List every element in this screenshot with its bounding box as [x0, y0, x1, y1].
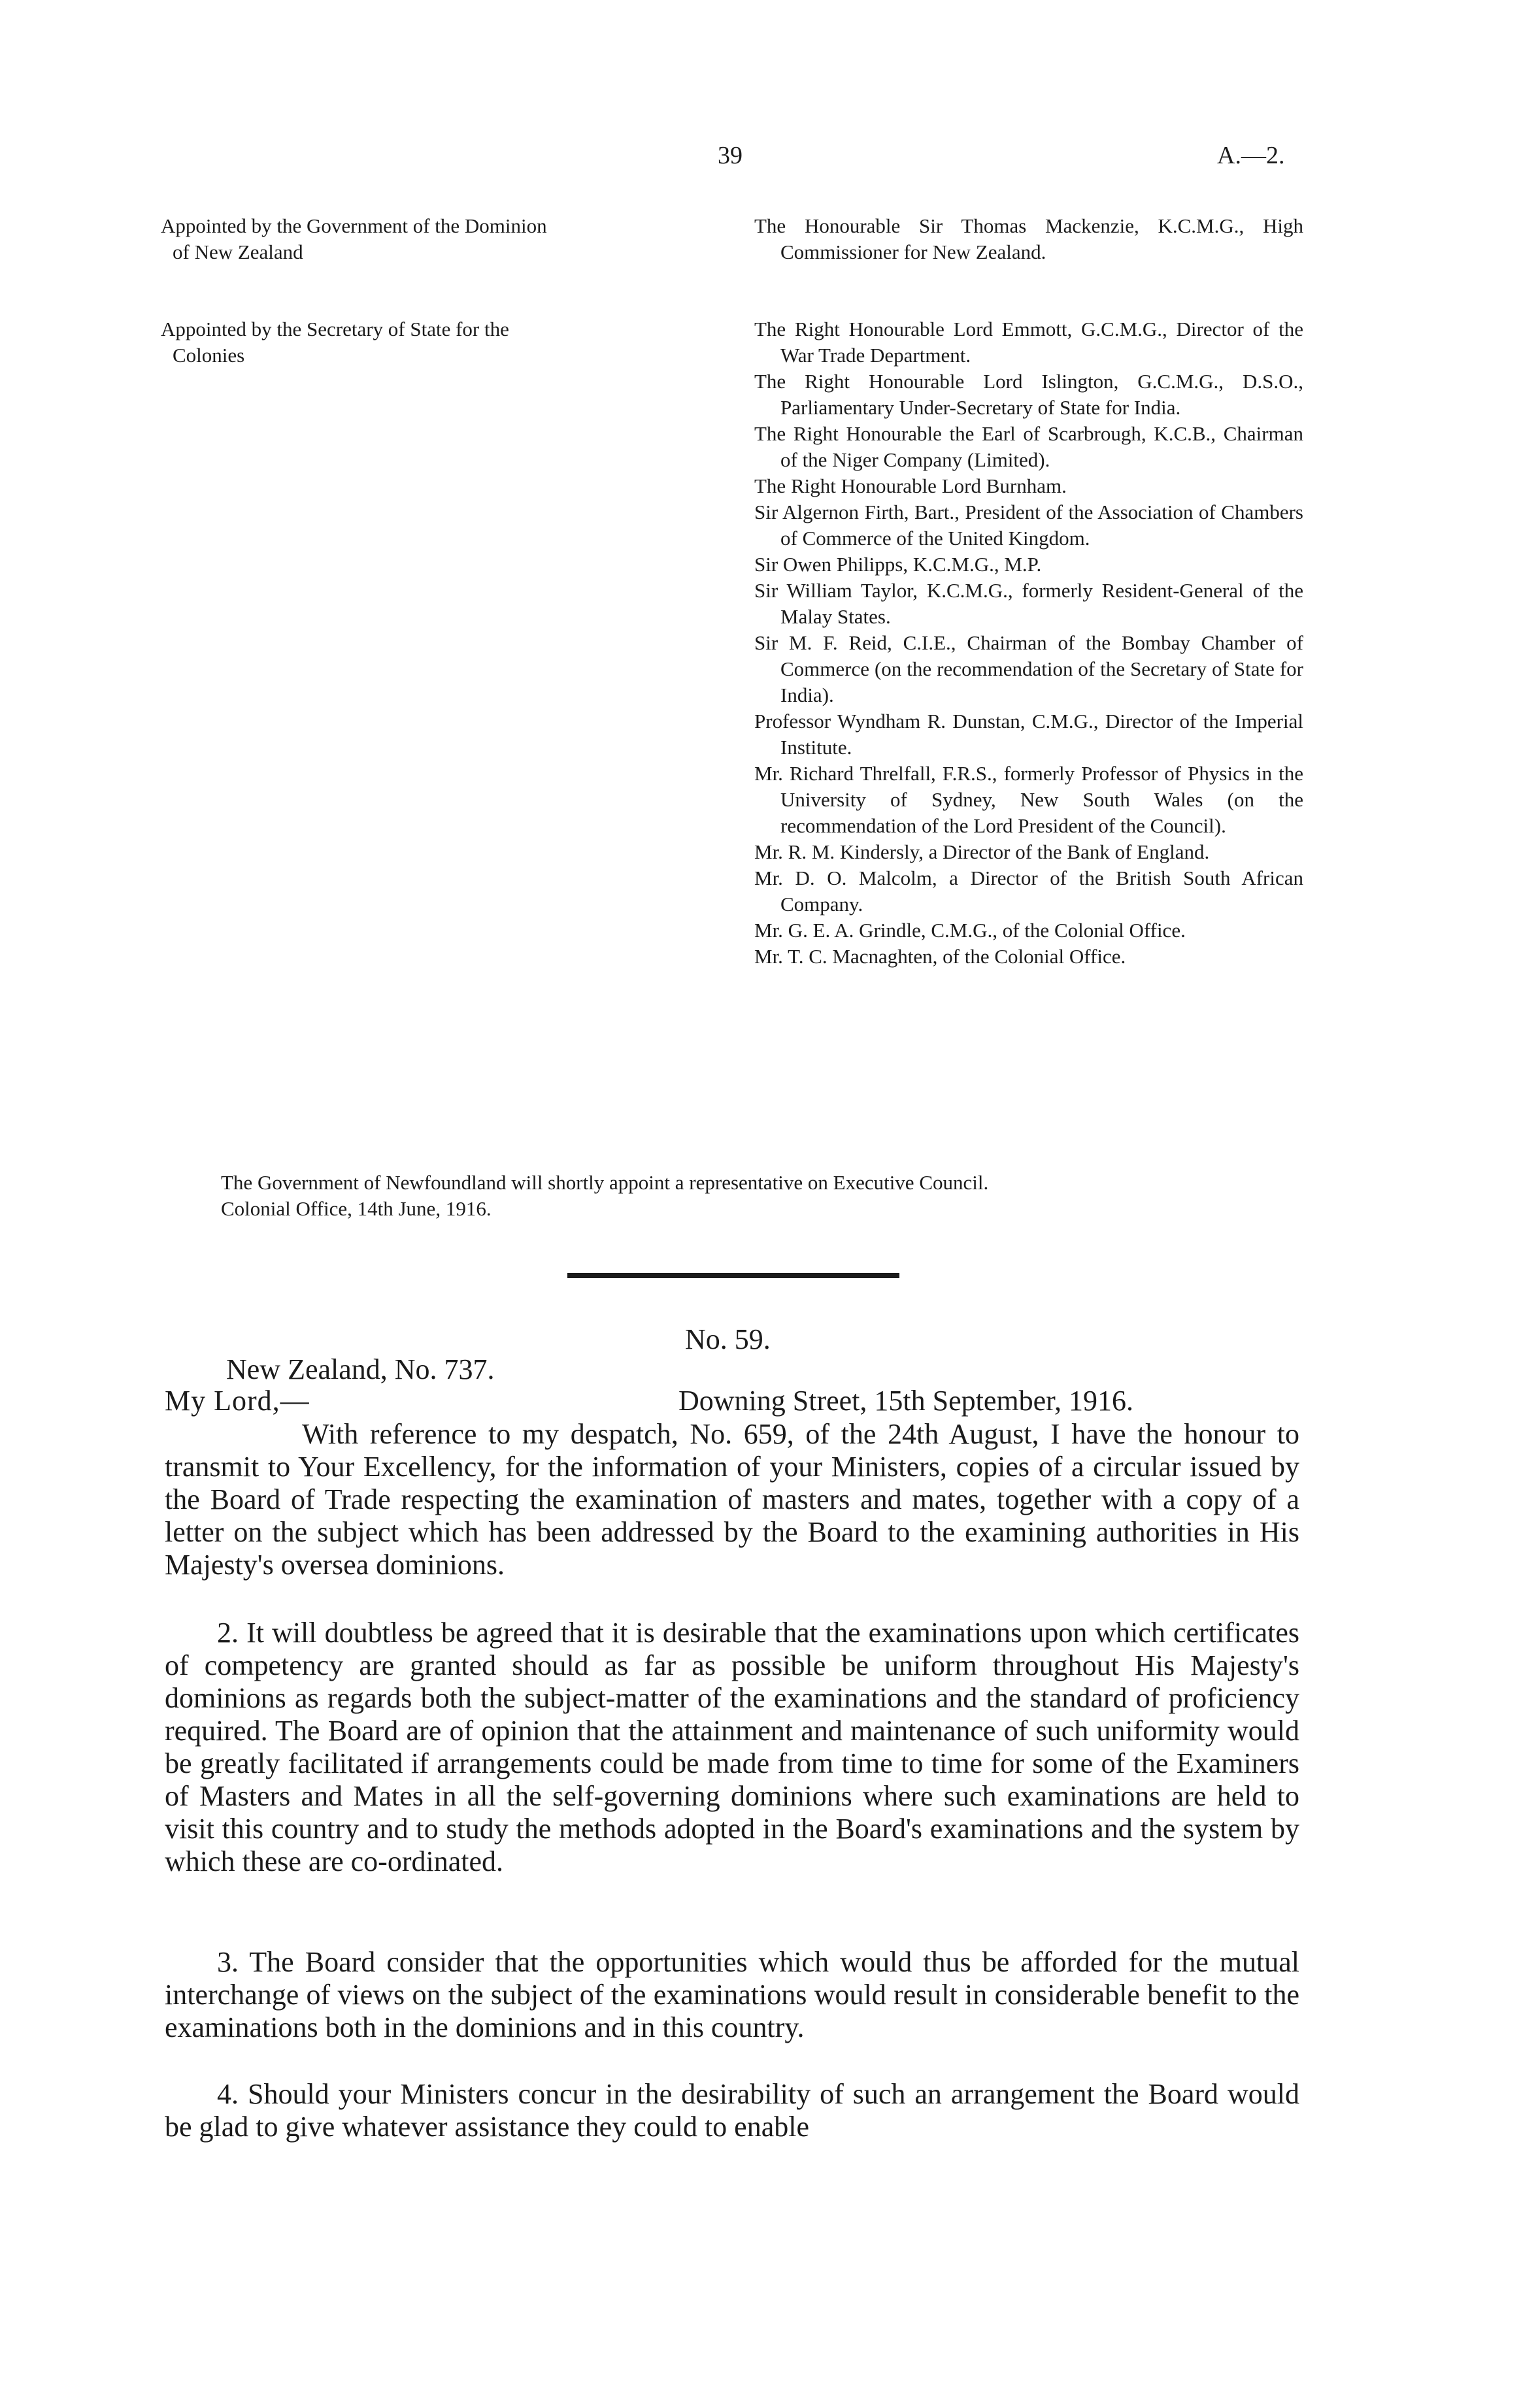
paragraph-2: 2. It will doubtless be agreed that it is desirable that the examinations upon which certificates of competency are granted should as far as possible be uniform throughout His Majesty's dominions as regards both the subject-matter of the examinations and the standard of proficiency required. The Board are of opinion that the attainment and maintenance of such uniformity would be greatly facilitated if arrangements could be made from time to time for some of the Examiners of Masters and Mates in all the self-governing dominions where such examinations are held to visit this country and to study the methods adopted in the Board's examinations and the system by which these are co-ordinated. [165, 1617, 1299, 1877]
member-entry: Sir M. F. Reid, C.I.E., Chairman of the Bombay Chamber of Commerce (on the recommendation of the Secretary of State for India). [754, 631, 1303, 706]
member-entry: The Right Honourable Lord Emmott, G.C.M.G., Director of the War Trade Department. [754, 318, 1303, 367]
member-entry: The Right Honourable Lord Burnham. [754, 474, 1067, 497]
appointed-by-line: Colonies [173, 344, 245, 367]
member-entry: The Right Honourable the Earl of Scarbrough, K.C.B., Chairman of the Niger Company (Limited). [754, 422, 1303, 471]
newfoundland-note: The Government of Newfoundland will shortly appoint a representative on Executive Council. [221, 1171, 989, 1194]
member-entry: Professor Wyndham R. Dunstan, C.M.G., Director of the Imperial Institute. [754, 710, 1303, 759]
dated-line: Colonial Office, 14th June, 1916. [221, 1197, 492, 1220]
member-entry: Mr. Richard Threlfall, F.R.S., formerly Professor of Physics in the University of Sydney, New South Wales (on the recommendation of the Lord President of the Council). [754, 762, 1303, 837]
member-entry: Mr. G. E. A. Grindle, C.M.G., of the Colonial Office. [754, 919, 1186, 942]
section-divider [567, 1273, 899, 1278]
paragraph-1: With reference to my despatch, No. 659, of the 24th August, I have the honour to transmit to Your Excellency, for the information of your Ministers, copies of a circular issued by the Board of Trade respecting the examination of masters and mates, together with a copy of a letter on the subject which has been addressed by the Board to the examining authorities in His Majesty's oversea dominions. [165, 1418, 1299, 1581]
appointed-by-nz-government [161, 213, 736, 265]
member-entry: The Right Honourable Lord Islington, G.C.M.G., D.S.O., Parliamentary Under-Secretary of State for India. [754, 370, 1303, 419]
member-entry: Sir William Taylor, K.C.M.G., formerly Resident-General of the Malay States. [754, 579, 1303, 628]
member-entry: Mr. T. C. Macnaghten, of the Colonial Office. [754, 945, 1126, 968]
member-entry: Sir Algernon Firth, Bart., President of the Association of Chambers of Commerce of the United Kingdom. [754, 501, 1303, 550]
member-entry: The Honourable Sir Thomas Mackenzie, K.C.M.G., High Commissioner for New Zealand. [754, 214, 1303, 263]
member-entry: Mr. R. M. Kindersly, a Director of the Bank of England. [754, 840, 1210, 863]
appointed-by-line: Appointed by the Secretary of State for the [161, 318, 509, 340]
member-list-nz [754, 213, 1303, 265]
appointed-by-line: of New Zealand [173, 240, 303, 263]
despatch-number: No. 59. [685, 1323, 771, 1355]
paragraph-3: 3. The Board consider that the opportunities which would thus be afforded for the mutual interchange of views on the subject of the examinations would result in considerable benefit to the examinations both in the dominions and in this country. [165, 1946, 1299, 2043]
member-entry: Sir Owen Philipps, K.C.M.G., M.P. [754, 553, 1042, 576]
appointed-by-secretary-of-state [161, 316, 736, 369]
document-reference: A.—2. [1217, 142, 1285, 169]
appointed-by-line: Appointed by the Government of the Dominion [161, 214, 547, 237]
place-and-date: Downing Street, 15th September, 1916. [678, 1385, 1134, 1417]
despatch-reference: New Zealand, No. 737. [226, 1353, 495, 1385]
member-entry: Mr. D. O. Malcolm, a Director of the British South African Company. [754, 866, 1303, 915]
member-list-colonies [754, 316, 1303, 970]
page-number: 39 [718, 142, 743, 169]
salutation: My Lord,— [165, 1385, 310, 1417]
paragraph-4: 4. Should your Ministers concur in the desirability of such an arrangement the Board would be glad to give whatever assistance they could to enable [165, 2078, 1299, 2143]
